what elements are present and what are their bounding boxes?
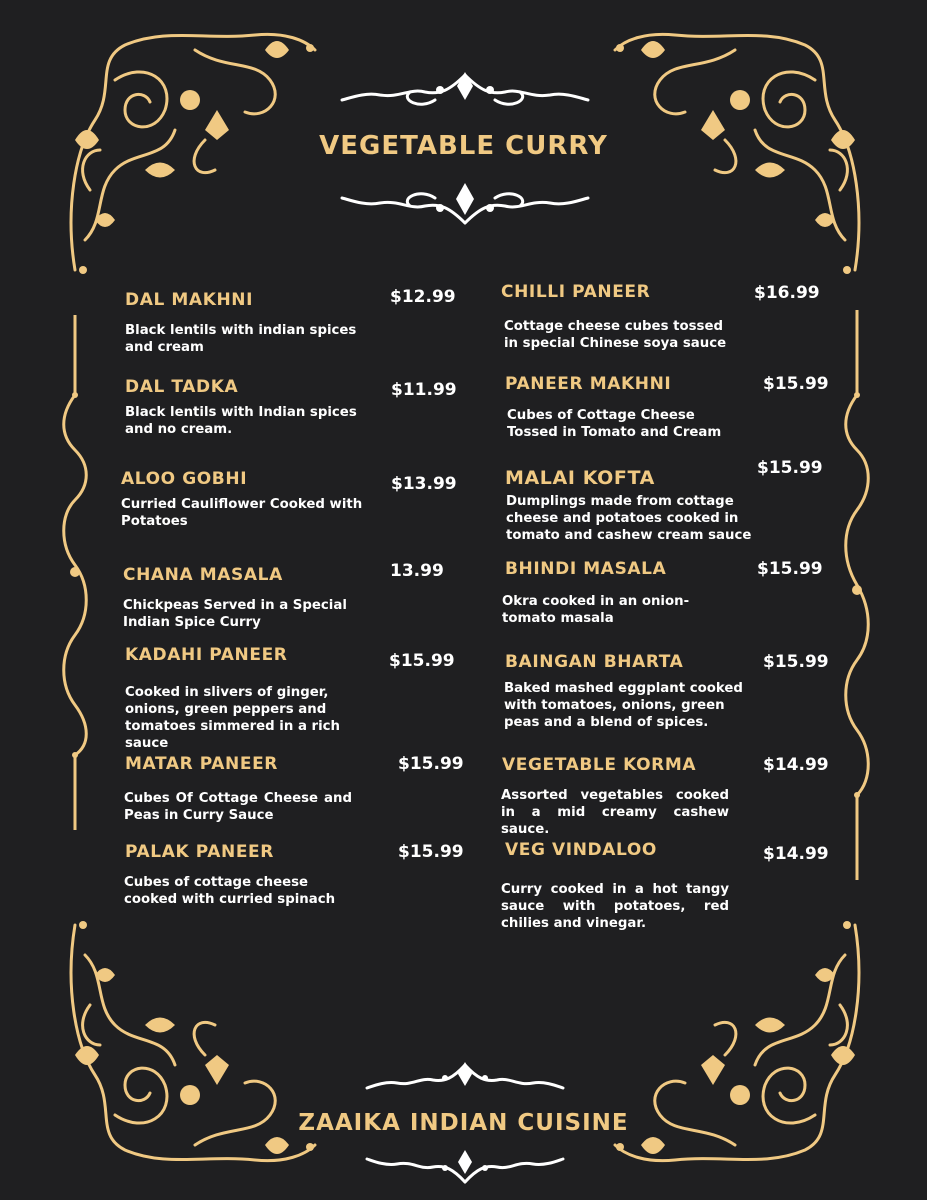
item-name: DAL TADKA <box>125 377 239 397</box>
item-description: Black lentils with indian spices and cream <box>125 323 357 355</box>
item-name: BHINDI MASALA <box>505 559 667 579</box>
side-border-right-icon <box>842 310 872 880</box>
item-description: Curry cooked in a hot tangy sauce with potatoes, red chilies and vinegar. <box>501 882 729 931</box>
item-name: VEGETABLE KORMA <box>502 755 697 775</box>
item-price: $14.99 <box>763 755 829 775</box>
item-description: Baked mashed eggplant cooked with tomatoes, onions, green peas and a blend of spices. <box>504 681 743 730</box>
item-name: DAL MAKHNI <box>125 290 254 310</box>
scroll-divider-under-title-icon <box>340 183 590 228</box>
item-price: $15.99 <box>398 842 464 862</box>
item-name: BAINGAN BHARTA <box>505 652 684 672</box>
item-price: $15.99 <box>757 559 823 579</box>
scroll-divider-bottom-lower-icon <box>365 1148 565 1186</box>
item-description: Dumplings made from cottage cheese and potatoes cooked in tomato and cashew cream sauce <box>506 494 752 543</box>
item-price: $15.99 <box>398 754 464 774</box>
item-description: Cubes Of Cottage Cheese and Peas in Curry Sauce <box>124 791 352 823</box>
item-price: $15.99 <box>757 458 823 478</box>
item-description: Cubes of Cottage Cheese Tossed in Tomato and Cream <box>507 408 722 440</box>
item-name: KADAHI PANEER <box>125 645 288 665</box>
item-name: ALOO GOBHI <box>121 469 248 489</box>
scroll-divider-bottom-upper-icon <box>365 1060 565 1096</box>
scroll-divider-top-icon <box>340 70 590 110</box>
item-price: 13.99 <box>390 561 444 581</box>
item-description: Assorted vegetables cooked in a mid creamy cashew sauce. <box>501 788 729 837</box>
item-price: $13.99 <box>391 474 457 494</box>
menu-title: VEGETABLE CURRY <box>319 131 608 161</box>
item-price: $12.99 <box>390 287 456 307</box>
item-price: $14.99 <box>763 844 829 864</box>
item-name: MATAR PANEER <box>125 754 278 774</box>
item-description: Black lentils with Indian spices and no cream. <box>125 405 357 437</box>
corner-flourish-bottom-left-icon <box>55 915 325 1175</box>
item-description: Cubes of cottage cheese cooked with curried spinach <box>124 875 336 907</box>
item-price: $15.99 <box>763 652 829 672</box>
item-price: $11.99 <box>391 380 457 400</box>
item-description: Chickpeas Served in a Special Indian Spice Curry <box>123 598 347 630</box>
item-name: CHILLI PANEER <box>501 282 651 302</box>
item-price: $15.99 <box>389 651 455 671</box>
item-price: $16.99 <box>754 283 820 303</box>
item-name: PANEER MAKHNI <box>505 374 672 394</box>
item-price: $15.99 <box>763 374 829 394</box>
item-description: Okra cooked in an onion-tomato masala <box>502 594 690 626</box>
item-name: VEG VINDALOO <box>505 840 657 860</box>
restaurant-name: ZAAIKA INDIAN CUISINE <box>298 1110 629 1136</box>
item-description: Curried Cauliflower Cooked with Potatoes <box>121 497 363 529</box>
item-name: PALAK PANEER <box>125 842 274 862</box>
corner-flourish-bottom-right-icon <box>605 915 875 1175</box>
item-description: Cooked in slivers of ginger, onions, green peppers and tomatoes simmered in a rich sauce <box>125 685 341 751</box>
item-name: MALAI KOFTA <box>505 467 655 489</box>
item-name: CHANA MASALA <box>123 565 283 585</box>
side-border-left-icon <box>60 315 90 830</box>
item-description: Cottage cheese cubes tossed in special Chinese soya sauce <box>504 319 727 351</box>
